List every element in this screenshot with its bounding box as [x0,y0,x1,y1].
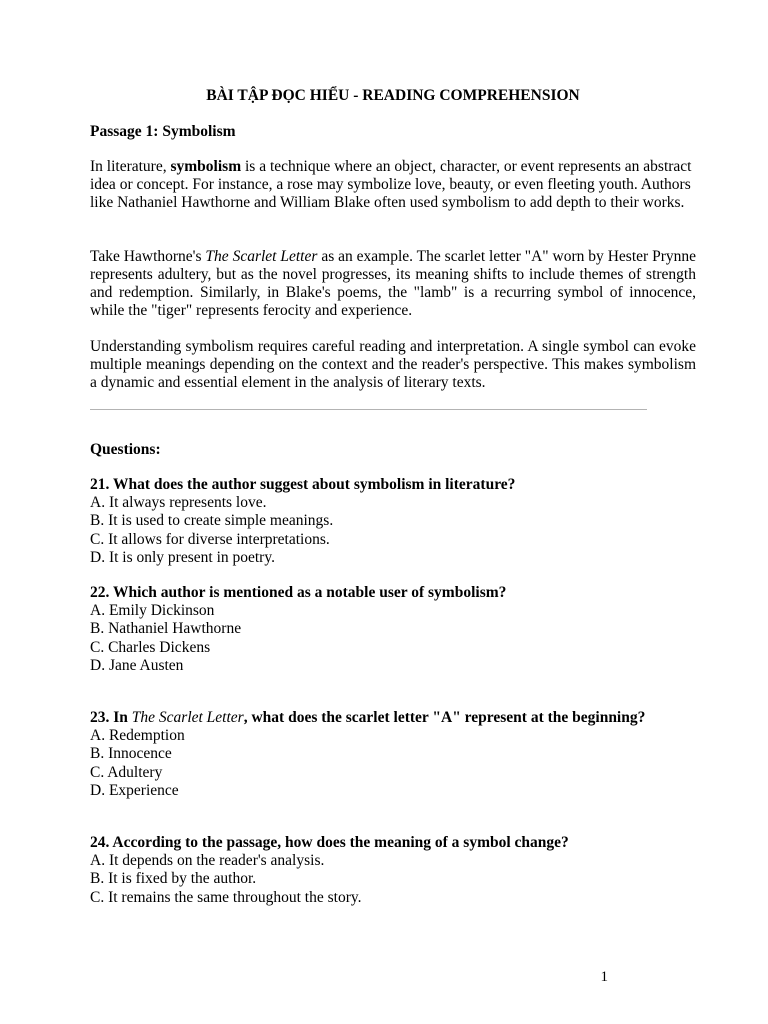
option-b: B. Nathaniel Hawthorne [90,620,242,638]
question-22 [90,584,710,675]
paragraph-2-book-title: The Scarlet Letter [205,248,318,265]
question-stem: 24. According to the passage, how does the meaning of a symbol change? [90,834,569,851]
page-title: BÀI TẬP ĐỌC HIỂU - READING COMPREHENSION [206,87,580,104]
option-d: D. It is only present in poetry. [90,548,275,566]
horizontal-divider [90,409,647,410]
option-c: C. It remains the same throughout the story. [90,888,362,906]
option-d: D. Experience [90,781,179,799]
option-a: A. It depends on the reader's analysis. [90,852,325,870]
question-stem-lead: 23. In [90,709,132,726]
question-21 [90,476,710,567]
paragraph-2 [90,248,696,320]
questions-heading: Questions: [90,441,161,458]
question-stem-body: , what does the scarlet letter "A" represent at the beginning? [243,709,646,726]
option-a: A. It always represents love. [90,494,267,512]
paragraph-1-term: symbolism [170,158,242,175]
option-c: C. It allows for diverse interpretations. [90,530,330,548]
option-b: B. Innocence [90,745,172,763]
question-stem [90,709,710,727]
paragraph-1-body: is a technique where an object, character, or event represents an abstract idea or concept. For instance, a rose may symbolize love, beauty, or even fleeting youth. Authors like Nathaniel Hawthorne and William Blake often used symbolism to add depth to their works. [90,158,692,211]
question-23 [90,709,710,800]
paragraph-1-lead: In literature, [90,158,171,175]
option-c: C. Charles Dickens [90,638,211,656]
option-d: D. Jane Austen [90,656,184,674]
option-b: B. It is fixed by the author. [90,870,257,888]
paragraph-3: Understanding symbolism requires careful reading and interpretation. A single symbol can evoke multiple meanings depending on the context and the reader's perspective. This makes symbolism a dynamic and essential element in the analysis of literary texts. [90,338,696,391]
paragraph-2-body: as an example. The scarlet letter "A" worn by Hester Prynne represents adultery, but as the novel progresses, its meaning shifts to include themes of strength and redemption. Similarly, in Blake's poems, the "lamb" is a recurring symbol of innocence, while the "tiger" represents ferocity and experience. [90,248,696,319]
paragraph-1 [90,158,696,212]
paragraph-2-lead: Take Hawthorne's [90,248,206,265]
option-a: A. Emily Dickinson [90,602,215,620]
page-number: 1 [600,969,608,985]
option-c: C. Adultery [90,763,163,781]
option-a: A. Redemption [90,727,185,745]
question-stem: 21. What does the author suggest about symbolism in literature? [90,476,516,493]
question-stem: 22. Which author is mentioned as a notable user of symbolism? [90,584,507,601]
question-24 [90,834,710,907]
option-b: B. It is used to create simple meanings. [90,512,334,530]
passage-title: Passage 1: Symbolism [90,123,236,140]
question-stem-book-title: The Scarlet Letter [131,709,244,726]
